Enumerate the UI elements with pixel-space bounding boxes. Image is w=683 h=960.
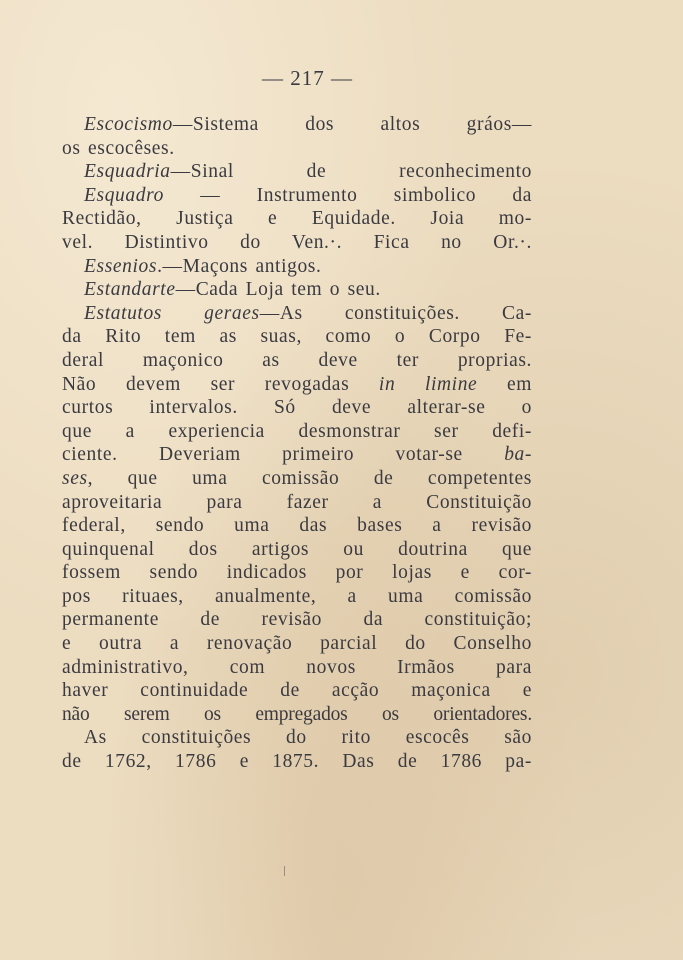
text-run: aproveitaria para fazer a Constituição: [62, 491, 532, 513]
text-run: fossem sendo indicados por lojas e cor-: [62, 562, 532, 584]
text-line: [62, 656, 532, 680]
text-run: de 1762, 1786 e 1875. Das de 1786 pa-: [62, 751, 532, 773]
text-line: [62, 207, 532, 231]
text-run: ciente. Deveriam primeiro votar-se: [62, 444, 505, 466]
text-line: [62, 585, 532, 609]
text-line: [62, 538, 532, 562]
italic-term: Estatutos geraes: [84, 302, 260, 324]
text-line: [62, 325, 532, 349]
page-body-text: [62, 113, 532, 774]
text-run: e outra a renovação parcial do Conselho: [62, 633, 532, 655]
text-run: permanente de revisão da constituição;: [62, 609, 532, 631]
text-line: [62, 726, 532, 750]
text-line: [62, 184, 532, 208]
text-run: —As constituições. Ca-: [259, 302, 532, 324]
text-run: não serem os empregados os orientadores.: [62, 703, 532, 725]
italic-term: Esquadro: [84, 184, 164, 206]
text-run: — Instrumento simbolico da: [163, 184, 532, 206]
text-line: [62, 750, 532, 774]
text-run: —Sistema dos altos gráos—: [172, 114, 532, 135]
text-line: [62, 420, 532, 444]
text-line: [62, 561, 532, 585]
text-line: [62, 349, 532, 373]
text-run: federal, sendo uma das bases a revisão: [62, 515, 532, 537]
text-run: da Rito tem as suas, como o Corpo Fe-: [62, 326, 532, 348]
text-line: [62, 113, 532, 137]
text-line: [62, 632, 532, 656]
text-run: em: [477, 373, 533, 395]
italic-term: ba-: [504, 444, 532, 466]
text-run: , que uma comissão de competentes: [87, 467, 532, 489]
text-line: [62, 255, 532, 279]
text-run: curtos intervalos. Só deve alterar-se o: [62, 397, 532, 419]
text-run: os escocêses.: [62, 137, 175, 159]
italic-term: Escocismo: [84, 114, 173, 135]
text-line: [62, 160, 532, 184]
text-run: haver continuidade de acção maçonica e: [62, 680, 532, 702]
text-line: [62, 302, 532, 326]
italic-term: Estandarte: [84, 279, 176, 301]
italic-term: in limine: [378, 373, 478, 395]
text-run: quinquenal dos artigos ou doutrina que: [62, 538, 532, 560]
text-line: [62, 703, 532, 727]
text-run: que a experiencia desmonstrar ser defi-: [62, 420, 532, 442]
text-line: [62, 443, 532, 467]
text-run: As constituições do rito escocês são: [84, 727, 532, 749]
text-line: [62, 491, 532, 515]
text-line: [62, 679, 532, 703]
text-line: [62, 608, 532, 632]
text-run: Não devem ser revogadas: [62, 373, 379, 395]
italic-term: ses: [62, 467, 88, 489]
italic-term: Esquadria: [84, 161, 171, 183]
italic-term: Essenios: [84, 255, 158, 277]
text-run: vel. Distintivo do Ven.·. Fica no Or.·.: [62, 231, 532, 253]
text-line: [62, 514, 532, 538]
print-mark: [284, 866, 285, 876]
text-run: pos rituaes, anualmente, a uma comissão: [62, 585, 532, 607]
text-line: [62, 278, 532, 302]
text-run: .—Maçons antigos.: [157, 255, 322, 277]
text-run: —Sinal de reconhecimento: [170, 161, 532, 183]
text-line: [62, 373, 532, 397]
text-line: [62, 231, 532, 255]
text-line: [62, 467, 532, 491]
text-line: [62, 137, 532, 161]
text-run: administrativo, com novos Irmãos para: [62, 656, 532, 678]
page-number: — 217 —: [262, 66, 353, 90]
text-line: [62, 396, 532, 420]
text-run: deral maçonico as deve ter proprias.: [62, 349, 532, 371]
text-run: —Cada Loja tem o seu.: [175, 279, 381, 301]
text-run: Rectidão, Justiça e Equidade. Joia mo-: [62, 208, 532, 230]
